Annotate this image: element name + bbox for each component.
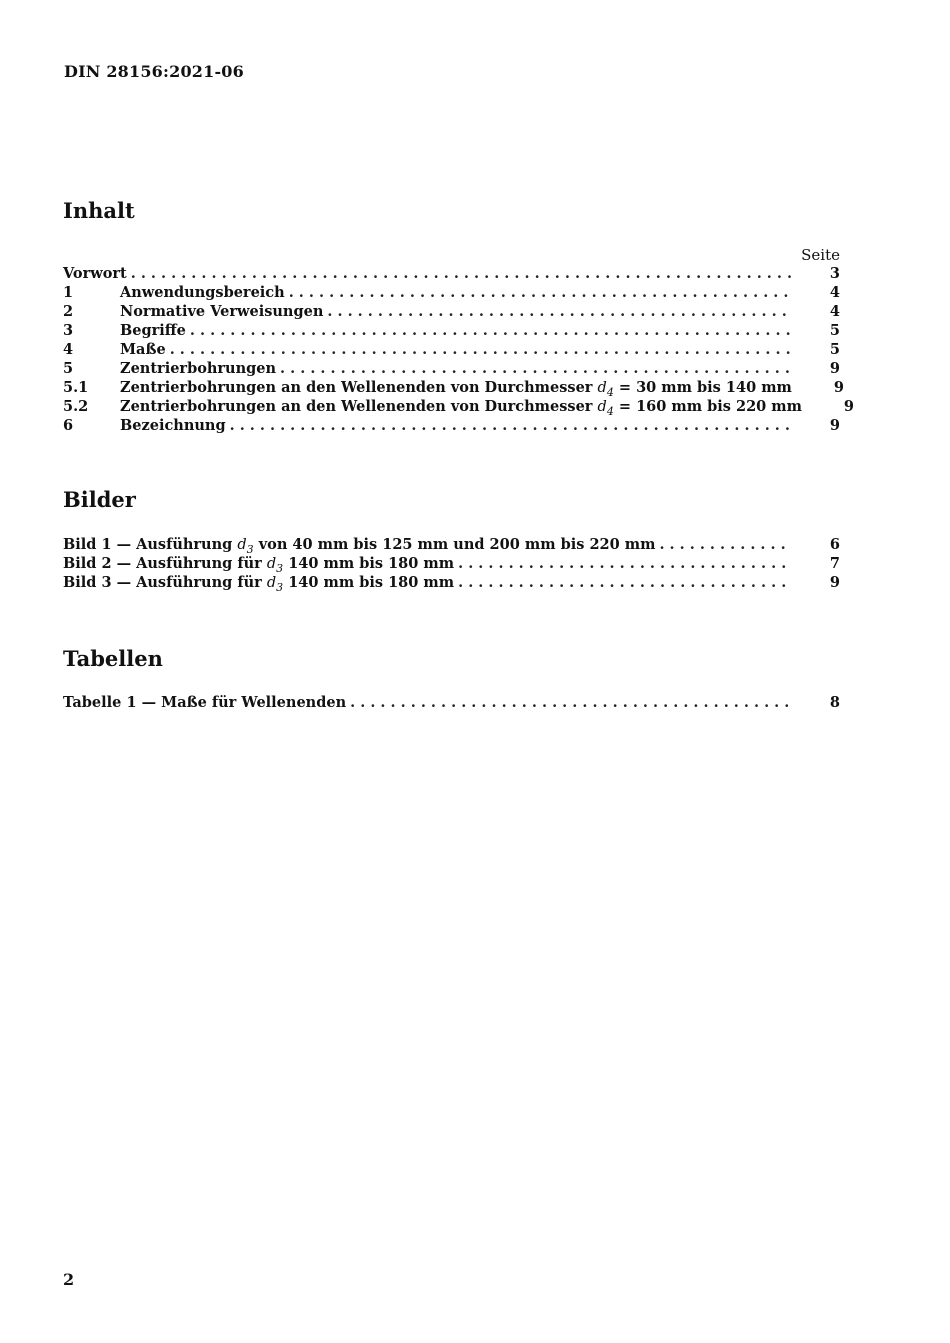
toc-entry-page: 4 [829,303,840,320]
toc-entry-zentrierbohrungen-d4-160-220[interactable] [63,398,854,418]
dot-leader [327,303,792,320]
table-entry-1[interactable] [63,694,840,713]
math-variable: $d_3$ [266,556,284,575]
toc-entry-page: 5 [829,322,840,339]
toc-entry-page: 4 [829,284,840,301]
figures-heading: Bilder [63,487,136,512]
dot-leader [289,284,792,301]
document-id: DIN 28156:2021-06 [64,62,244,81]
toc-entry-number: 5.2 [63,398,89,415]
toc-entry-anwendungsbereich[interactable] [63,284,840,303]
figure-entry-page: 6 [829,536,840,553]
figure-entry-1[interactable] [63,536,840,555]
toc-entry-number: 6 [63,417,74,434]
toc-entry-page: 3 [829,265,840,282]
math-variable: $d_3$ [237,537,254,556]
toc-entry-page: 5 [829,341,840,358]
dot-leader [458,555,792,572]
toc-entry-title: Zentrierbohrungen [120,360,277,377]
toc-entry-masse[interactable] [63,341,840,360]
toc-entry-page: 9 [829,360,840,377]
figure-entry-page: 7 [829,555,840,572]
toc-list [63,265,854,436]
toc-entry-number: 3 [63,322,74,339]
dot-leader [350,694,792,711]
math-variable: $d_3$ [266,575,284,594]
math-variable: $d_4$ [597,399,614,418]
toc-entry-title [120,398,806,418]
table-entry-title: Tabelle 1 — Maße für Wellenenden [63,694,347,711]
dot-leader [131,265,792,282]
toc-entry-number: 5.1 [63,379,89,396]
toc-entry-page: 9 [843,398,854,415]
title-text: 140 mm bis 180 mm [288,555,455,572]
toc-entry-title [120,379,796,399]
title-text: Bild 1 — Ausführung [63,536,233,553]
tables-heading: Tabellen [63,646,163,671]
title-text: Zentrierbohrungen an den Wellenenden von Durchmesser [120,379,593,396]
title-text: Bild 3 — Ausführung für [63,574,262,591]
toc-entry-number: 5 [63,360,74,377]
toc-entry-title: Begriffe [120,322,186,339]
toc-entry-title: Bezeichnung [120,417,226,434]
math-variable: $d_4$ [597,380,614,399]
title-text: Zentrierbohrungen an den Wellenenden von Durchmesser [120,398,593,415]
dot-leader [659,536,792,553]
toc-entry-title: Anwendungsbereich [120,284,285,301]
title-text: Bild 2 — Ausführung für [63,555,262,572]
dot-leader [280,360,792,377]
toc-entry-bezeichnung[interactable] [63,417,840,436]
dot-leader [230,417,792,434]
figures-list [63,536,840,593]
figure-entry-2[interactable] [63,555,840,574]
toc-entry-title: Maße [120,341,166,358]
toc-entry-zentrierbohrungen[interactable] [63,360,840,379]
dot-leader [170,341,792,358]
toc-entry-title: Vorwort [63,265,127,282]
toc-entry-number: 4 [63,341,74,358]
figure-entry-title [63,536,659,556]
page-column-label: Seite [801,246,840,264]
title-text: = 30 mm bis 140 mm [618,379,792,396]
dot-leader [190,322,792,339]
toc-entry-page: 9 [829,417,840,434]
toc-entry-begriffe[interactable] [63,322,840,341]
toc-entry-number: 2 [63,303,74,320]
toc-entry-page: 9 [833,379,844,396]
figure-entry-page: 9 [829,574,840,591]
title-text: 140 mm bis 180 mm [288,574,455,591]
figure-entry-3[interactable] [63,574,840,593]
dot-leader [458,574,792,591]
toc-entry-zentrierbohrungen-d4-30-140[interactable] [63,379,844,399]
figure-entry-title [63,555,458,575]
table-entry-page: 8 [829,694,840,711]
toc-entry-normative-verweisungen[interactable] [63,303,840,322]
toc-entry-number: 1 [63,284,74,301]
page-number: 2 [63,1270,75,1289]
title-text: von 40 mm bis 125 mm und 200 mm bis 220 mm [258,536,656,553]
toc-entry-title: Normative Verweisungen [120,303,324,320]
title-text: = 160 mm bis 220 mm [618,398,802,415]
tables-list [63,694,840,713]
figure-entry-title [63,574,458,594]
toc-heading: Inhalt [63,198,135,223]
toc-entry-vorwort[interactable] [63,265,840,284]
